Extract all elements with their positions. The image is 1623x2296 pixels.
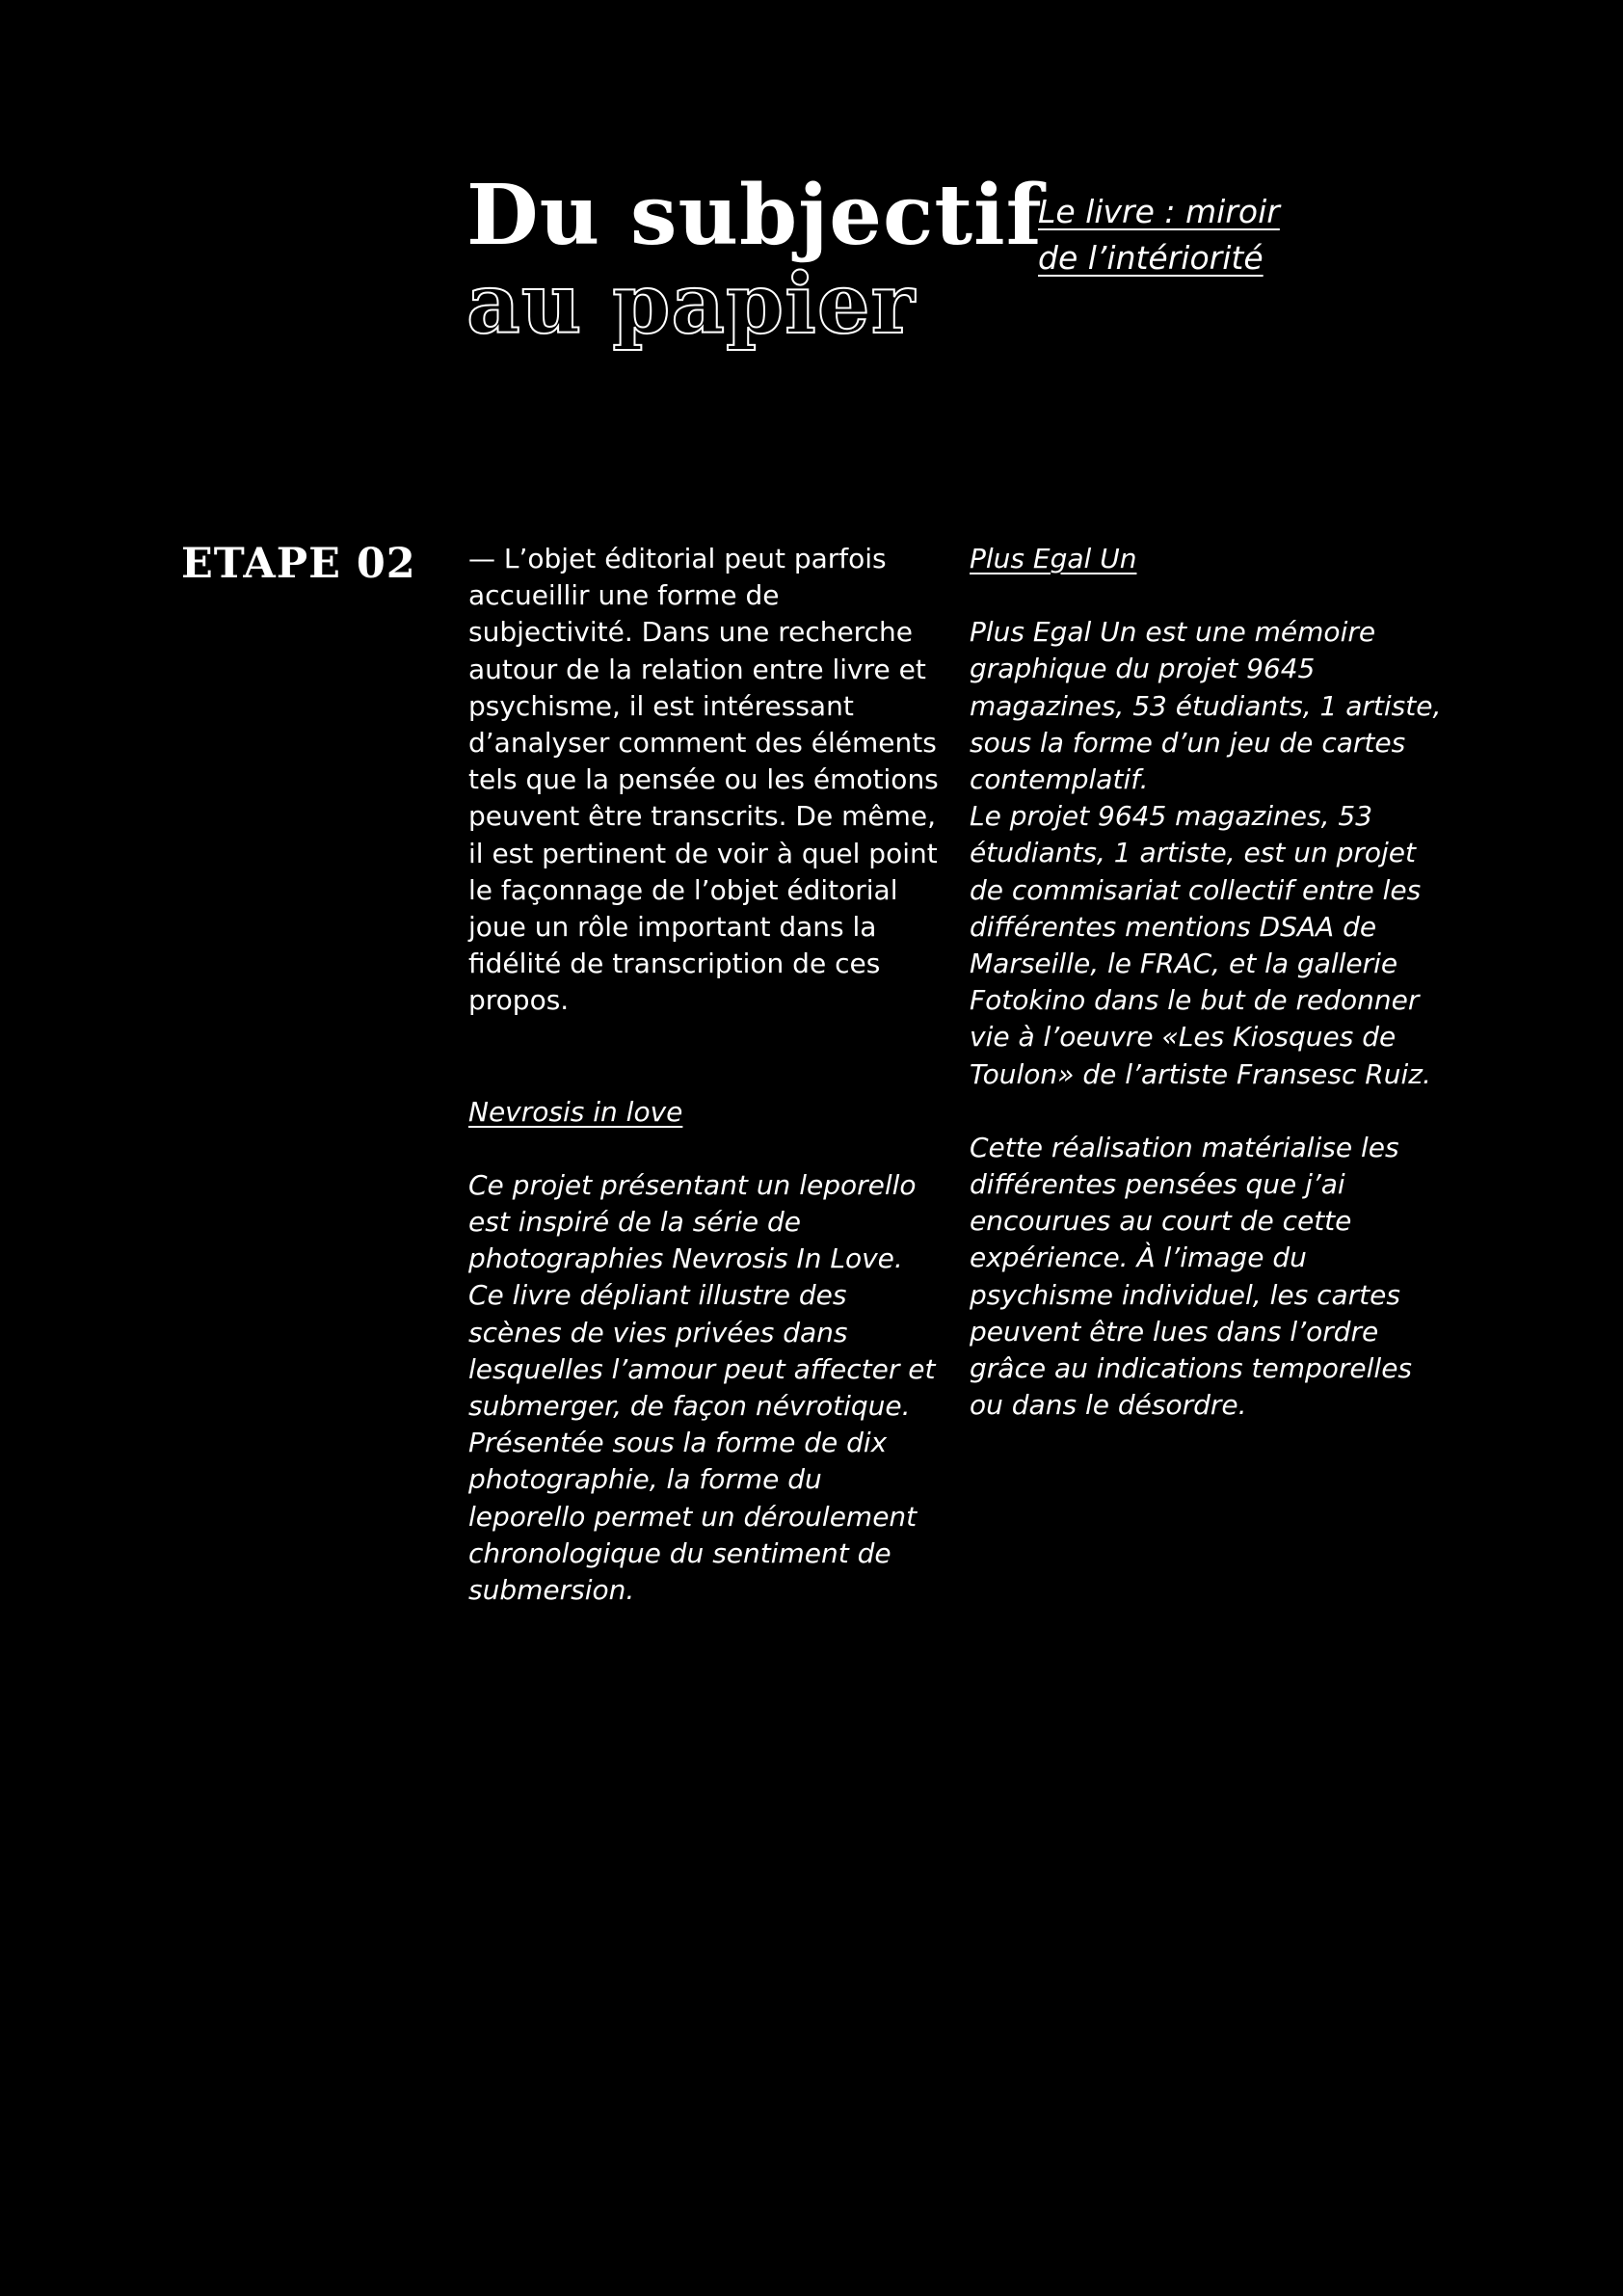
stage-label: ETAPE 02 — [181, 540, 416, 588]
subtitle-line-1: Le livre : miroir — [1038, 193, 1280, 230]
page-subtitle — [1038, 189, 1346, 281]
right-column — [970, 541, 1451, 1424]
intro-paragraph: — L’objet éditorial peut parfois accueillir une forme de subjectivité. Dans une recherche autour de la relation entre livre et psychisme, il est intéressant d’analyser comment des éléments tels que la pensée ou les émotions peuvent être transcrits. De même, il est pertinent de voir à quel point le façonnage de l’objet éditorial joue un rôle important dans la fidélité de transcription de ces propos. — [468, 543, 939, 1017]
left-column — [468, 541, 941, 1609]
project-title-plus-egal-un: Plus Egal Un — [970, 543, 1137, 574]
title-line-1: Du subjectif — [466, 167, 1043, 264]
project-description-paragraph-3: Cette réalisation matérialise les différentes pensées que j’ai encourues au court de cette expérience. À l’image du psychisme individuel, les cartes peuvent être lues dans l’ordre grâce au indications temporelles ou dans le désordre. — [970, 1131, 1413, 1422]
title-line-2-outlined: au papier — [466, 255, 916, 353]
project-title-nevrosis: Nevrosis in love — [468, 1095, 683, 1128]
project-description-paragraph-1: Plus Egal Un est une mémoire graphique du projet 9645 magazines, 53 étudiants, 1 artiste, sous la forme d’un jeu de cartes contemplatif. — [970, 616, 1442, 796]
project-description-nevrosis: Ce projet présentant un leporello est inspiré de la série de photographies Nevrosis In Love. Ce livre dépliant illustre des scènes de vies privées dans lesquelles l’amour peut affecter et submerger, de façon névrotique. Présentée sous la forme de dix photographie, la forme du leporello permet un déroulement chronologique du sentiment de submersion. — [468, 1168, 936, 1607]
subtitle-line-2: de l’intériorité — [1038, 239, 1264, 277]
project-description-paragraph-2: Le projet 9645 magazines, 53 étudiants, 1 artiste, est un projet de commisariat collectif entre les différentes mentions DSAA de Marseille, le FRAC, et la gallerie Fotokino dans le but de redonner vie à l’oeuvre «Les Kiosques de Toulon» de l’artiste Fransesc Ruiz. — [970, 800, 1431, 1090]
page-title — [466, 167, 1043, 353]
